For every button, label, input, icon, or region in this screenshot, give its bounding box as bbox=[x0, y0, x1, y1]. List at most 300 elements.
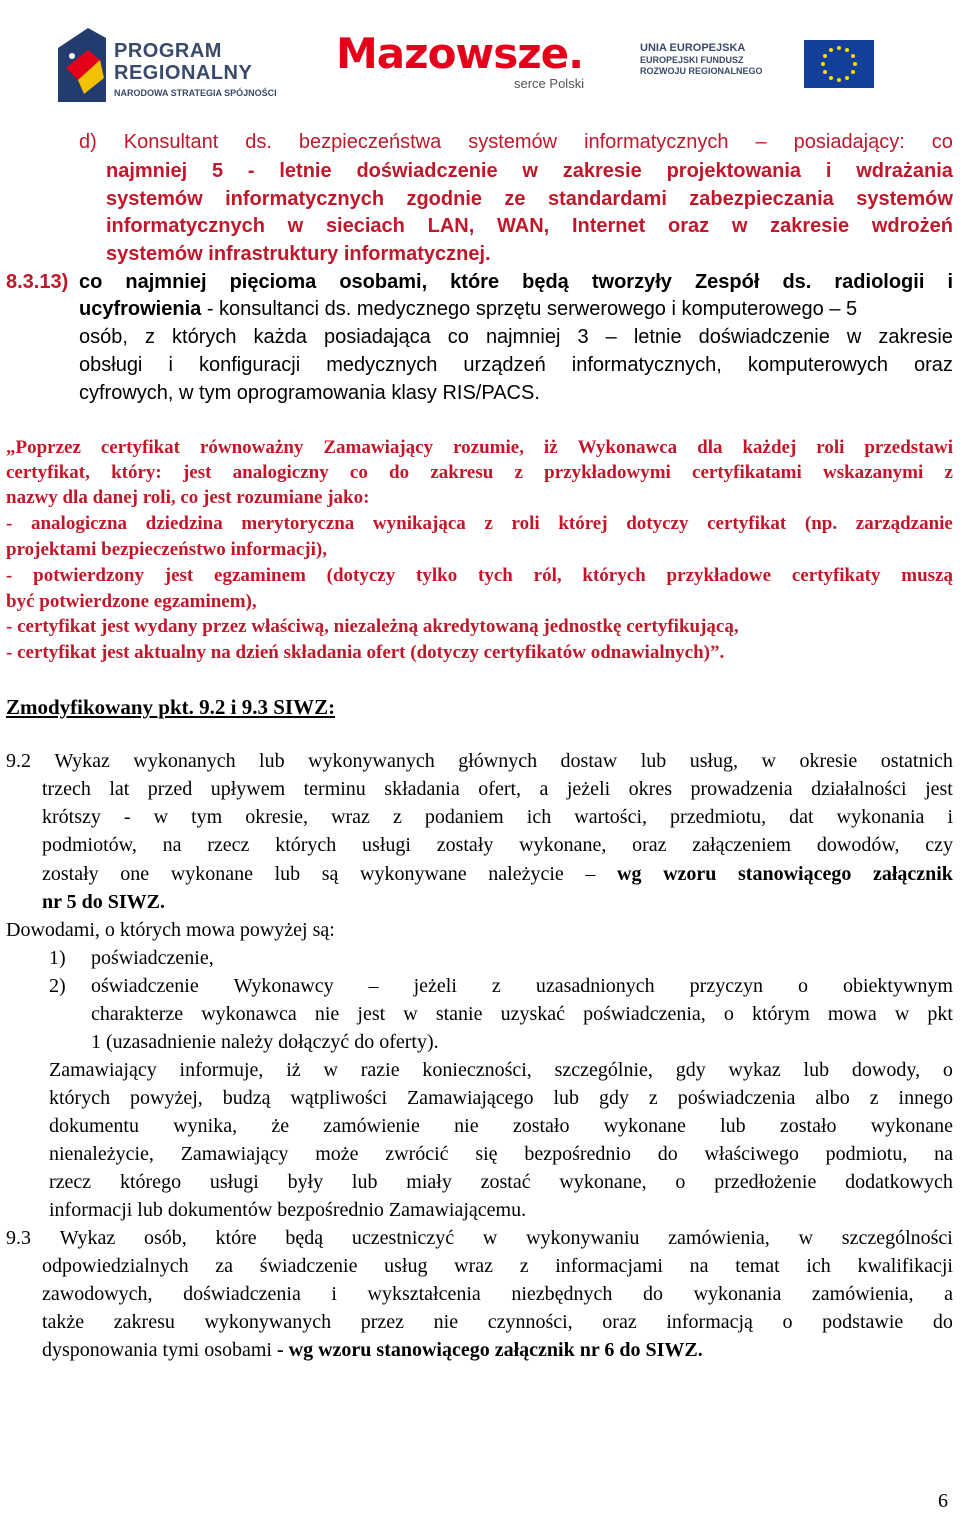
word: posiadająca bbox=[323, 326, 431, 348]
word: głównych bbox=[458, 750, 538, 772]
p92-line-6: nr 5 do SIWZ. bbox=[42, 891, 166, 913]
word: standardami bbox=[547, 188, 667, 210]
word: przedmiotu, bbox=[670, 806, 767, 828]
word: gdy bbox=[598, 1087, 629, 1109]
word: gdy bbox=[675, 1059, 706, 1081]
word: należycie bbox=[488, 863, 564, 885]
word: (dotyczy bbox=[326, 565, 396, 586]
word: innego bbox=[898, 1087, 953, 1109]
eu-line1: UNIA EUROPEJSKA bbox=[640, 42, 746, 54]
word: przykładowymi bbox=[544, 462, 671, 483]
word: na bbox=[934, 1143, 953, 1165]
word: certyfikat bbox=[100, 437, 180, 458]
word: informacją bbox=[666, 1311, 753, 1333]
word: nie bbox=[454, 1115, 479, 1137]
info-line-2 bbox=[49, 1084, 953, 1112]
word: albo bbox=[815, 1087, 850, 1109]
word: zakresu bbox=[113, 1311, 175, 1333]
word: - bbox=[6, 513, 13, 534]
list-item-2-line-1 bbox=[91, 972, 953, 1000]
word: zostały bbox=[42, 863, 99, 885]
word: tych bbox=[478, 565, 513, 586]
item-8-3-13-line-5: cyfrowych, w tym oprogramowania klasy RIS/PACS. bbox=[79, 382, 540, 404]
word: składania bbox=[384, 778, 460, 800]
word: dodatkowych bbox=[845, 1171, 953, 1193]
word: których bbox=[582, 565, 646, 586]
word: wdrożeń bbox=[871, 215, 953, 237]
word: - bbox=[123, 806, 131, 828]
word: wartości, bbox=[574, 806, 648, 828]
word: który: bbox=[111, 462, 162, 483]
konsultanci-text: - konsultanci ds. medycznego sprzętu serwerowego i komputerowego – 5 bbox=[201, 298, 858, 320]
p92-line-2 bbox=[42, 775, 953, 803]
word: że bbox=[271, 1115, 290, 1137]
word: i bbox=[168, 354, 173, 376]
word: w bbox=[846, 326, 862, 348]
word: wykonane, bbox=[519, 834, 607, 856]
item-8-3-13-line-2 bbox=[79, 295, 857, 323]
word: a bbox=[944, 1283, 953, 1305]
word: Konsultant bbox=[123, 131, 219, 153]
word: z bbox=[648, 1087, 658, 1109]
word: równoważny bbox=[199, 437, 304, 458]
word: budzą bbox=[222, 1087, 271, 1109]
list-number-2: 2) bbox=[49, 975, 66, 997]
word: do bbox=[932, 1311, 953, 1333]
word: oświadczenie bbox=[91, 975, 199, 997]
word: letnie bbox=[633, 326, 682, 348]
word: z bbox=[519, 1255, 529, 1277]
word: do bbox=[643, 1283, 663, 1305]
word: lub bbox=[720, 1115, 746, 1137]
word: w bbox=[731, 215, 748, 237]
p93-line-4 bbox=[42, 1308, 953, 1336]
word: ds. bbox=[782, 271, 812, 293]
p92-line-1 bbox=[6, 747, 953, 775]
word: iż bbox=[543, 437, 558, 458]
word: czy bbox=[925, 834, 953, 856]
word: Wykaz bbox=[54, 750, 110, 772]
list-number-1: 1) bbox=[49, 947, 66, 969]
word: mowa bbox=[827, 1003, 877, 1025]
word: o bbox=[942, 1059, 953, 1081]
mazowsze-logo bbox=[336, 30, 616, 100]
word: właściwego bbox=[704, 1143, 799, 1165]
word: Zamawiający bbox=[323, 437, 434, 458]
word: Wykaz bbox=[59, 1227, 116, 1249]
word: okresie, bbox=[245, 806, 309, 828]
word: iż bbox=[286, 1059, 301, 1081]
word: – bbox=[368, 975, 379, 997]
word: wzoru bbox=[663, 863, 717, 885]
word: oraz bbox=[668, 215, 710, 237]
word: są bbox=[321, 863, 339, 885]
item-8-3-13-line-3 bbox=[79, 323, 953, 351]
word: wg bbox=[617, 863, 642, 885]
word: będą bbox=[285, 1227, 324, 1249]
word: przedłożenie bbox=[714, 1171, 817, 1193]
word: - bbox=[6, 565, 13, 586]
item-number-8-3-13: 8.3.13) bbox=[6, 271, 69, 293]
word: certyfikat bbox=[707, 513, 787, 534]
info-line-4 bbox=[49, 1140, 953, 1168]
word: w bbox=[403, 1003, 418, 1025]
word: temat bbox=[735, 1255, 780, 1277]
section-d-line-3 bbox=[106, 185, 953, 213]
word: 5 bbox=[211, 160, 224, 182]
word: o bbox=[723, 1003, 734, 1025]
word: szczególności bbox=[841, 1227, 953, 1249]
word: działalności bbox=[811, 778, 907, 800]
word: z bbox=[484, 513, 493, 534]
word: osobami, bbox=[339, 271, 428, 293]
p93-line-1 bbox=[6, 1224, 953, 1252]
word: sieciach bbox=[325, 215, 405, 237]
word: zakresie bbox=[770, 215, 850, 237]
word: miały bbox=[406, 1171, 452, 1193]
word: potwierdzony bbox=[33, 565, 144, 586]
page-header bbox=[0, 0, 960, 110]
word: merytoryczna bbox=[241, 513, 355, 534]
mazowsze-tagline: serce Polski bbox=[514, 76, 585, 91]
word: podmiotów, bbox=[42, 834, 137, 856]
section-heading: Zmodyfikowany pkt. 9.2 i 9.3 SIWZ: bbox=[6, 695, 336, 719]
word: okresie bbox=[799, 750, 858, 772]
word: rzecz bbox=[207, 834, 250, 856]
word: podmiotu, bbox=[825, 1143, 908, 1165]
word: oraz bbox=[914, 354, 953, 376]
word: jest bbox=[182, 462, 212, 483]
word: szczególnie, bbox=[554, 1059, 653, 1081]
word: stanie bbox=[435, 1003, 483, 1025]
word: za bbox=[215, 1255, 234, 1277]
word: z bbox=[944, 462, 953, 483]
item-8-3-13-line-1 bbox=[79, 268, 953, 296]
word: informatycznych bbox=[106, 215, 265, 237]
section-d-line-2 bbox=[106, 157, 953, 185]
word: ostatnich bbox=[880, 750, 953, 772]
word: uzasadnionych bbox=[535, 975, 655, 997]
word: pięcioma bbox=[229, 271, 317, 293]
word: odpowiedzialnych bbox=[42, 1255, 189, 1277]
word: analogiczna bbox=[30, 513, 128, 534]
word: zamówienia, bbox=[668, 1227, 770, 1249]
word: muszą bbox=[901, 565, 953, 586]
word: które bbox=[215, 1227, 257, 1249]
word: lub bbox=[351, 1171, 378, 1193]
word: egzaminem bbox=[214, 565, 306, 586]
word: Zamawiający bbox=[180, 1143, 289, 1165]
program-regionalny-emblem-icon bbox=[58, 28, 106, 102]
word: lub bbox=[553, 1087, 580, 1109]
word: o bbox=[675, 1171, 686, 1193]
word: wykonanych bbox=[133, 750, 236, 772]
word: o bbox=[797, 975, 808, 997]
word: zamówienie bbox=[323, 1115, 420, 1137]
word: Zamawiający bbox=[49, 1059, 157, 1081]
word: także bbox=[42, 1311, 85, 1333]
page-number: 6 bbox=[938, 1490, 948, 1512]
word: wskazanymi bbox=[822, 462, 924, 483]
word: wraz bbox=[454, 1255, 494, 1277]
word: wątpliwości bbox=[290, 1087, 388, 1109]
word: obsługi bbox=[79, 354, 143, 376]
word: „Poprzez bbox=[6, 437, 81, 458]
evidence-intro: Dowodami, o których mowa powyżej są: bbox=[6, 919, 335, 941]
word: dziedzina bbox=[145, 513, 223, 534]
word: informatycznych, bbox=[571, 354, 722, 376]
word: których bbox=[172, 326, 237, 348]
word: nienależycie, bbox=[49, 1143, 154, 1165]
word: wykształcenia bbox=[367, 1283, 481, 1305]
word: w bbox=[761, 750, 776, 772]
word: 9.3 bbox=[6, 1227, 31, 1249]
word: w bbox=[153, 806, 169, 828]
word: wykonywanych bbox=[308, 750, 435, 772]
word: informatycznych bbox=[584, 131, 729, 153]
word: tym bbox=[191, 806, 223, 828]
word: którego bbox=[119, 1171, 182, 1193]
info-line-1 bbox=[49, 1056, 953, 1084]
word: oraz bbox=[602, 1311, 637, 1333]
word: najmniej bbox=[106, 160, 188, 182]
word: co bbox=[79, 271, 103, 293]
program-regionalny-text bbox=[114, 40, 277, 100]
word: zamówienia, bbox=[811, 1283, 914, 1305]
word: wykonywanych bbox=[204, 1311, 332, 1333]
word: dokumentu bbox=[49, 1115, 139, 1137]
word: każdej bbox=[742, 437, 797, 458]
word: kwalifikacji bbox=[857, 1255, 953, 1277]
word: medycznych bbox=[326, 354, 438, 376]
word: usługi bbox=[362, 834, 411, 856]
word: – bbox=[585, 863, 596, 885]
quote-line-5: projektami bezpieczeństwo informacji), bbox=[6, 539, 327, 560]
quote-line-1 bbox=[6, 434, 953, 462]
text-span: dysponowania tymi osobami bbox=[42, 1339, 272, 1361]
word: stanowiącego bbox=[738, 863, 852, 885]
word: pkt bbox=[927, 1003, 953, 1025]
word: co bbox=[931, 131, 953, 153]
word: lub bbox=[259, 750, 285, 772]
word: charakterze bbox=[91, 1003, 184, 1025]
word: poświadczenia bbox=[677, 1087, 796, 1109]
quote-line-7: być potwierdzone egzaminem), bbox=[6, 591, 257, 612]
p93-line-5 bbox=[42, 1336, 703, 1364]
word: powyżej, bbox=[130, 1087, 203, 1109]
word: zakresu bbox=[430, 462, 494, 483]
word: ich bbox=[806, 1255, 831, 1277]
p93-line-2 bbox=[42, 1252, 953, 1280]
word: wykonane, bbox=[559, 1171, 647, 1193]
section-d-line-5: systemów infrastruktury informatycznej. bbox=[106, 243, 491, 265]
item-8-3-13-line-4 bbox=[79, 351, 953, 379]
word: tylko bbox=[416, 565, 458, 586]
word: których bbox=[275, 834, 337, 856]
word: dat bbox=[789, 806, 814, 828]
word: razie bbox=[360, 1059, 400, 1081]
word: Wykonawcy bbox=[233, 975, 334, 997]
word: jest bbox=[925, 778, 953, 800]
word: które bbox=[450, 271, 500, 293]
word: wdrażania bbox=[856, 160, 953, 182]
word: przez bbox=[360, 1311, 405, 1333]
word: świadczenie bbox=[259, 1255, 358, 1277]
word: wykonane bbox=[603, 1115, 686, 1137]
word: nie bbox=[314, 1003, 340, 1025]
word: lat bbox=[109, 778, 130, 800]
word: – bbox=[755, 131, 767, 153]
word: wykonania bbox=[836, 806, 925, 828]
p92-line-3 bbox=[42, 803, 953, 831]
word: z bbox=[491, 975, 501, 997]
word: bezpieczeństwa bbox=[298, 131, 442, 153]
word: LAN, bbox=[427, 215, 475, 237]
word: i bbox=[825, 160, 832, 182]
word: wykonawca bbox=[201, 1003, 297, 1025]
word: uczestniczyć bbox=[351, 1227, 455, 1249]
word: prowadzenia bbox=[690, 778, 793, 800]
word: przedstawi bbox=[864, 437, 953, 458]
word: poświadczenia, bbox=[583, 1003, 706, 1025]
word: co bbox=[447, 326, 469, 348]
word: 3 bbox=[577, 326, 589, 348]
ucyfrowienia-text: ucyfrowienia bbox=[79, 298, 202, 320]
word: w bbox=[287, 215, 304, 237]
word: a bbox=[539, 778, 549, 800]
program-regionalny-logo bbox=[58, 20, 308, 110]
word: Wykonawca bbox=[577, 437, 678, 458]
word: dotyczy bbox=[626, 513, 689, 534]
word: doświadczenie bbox=[356, 160, 498, 182]
word: komputerowych bbox=[747, 354, 888, 376]
word: konfiguracji bbox=[198, 354, 301, 376]
word: dowodów, bbox=[816, 834, 900, 856]
bold-text-span: - wg wzoru stanowiącego załącznik nr 6 do SIWZ. bbox=[271, 1339, 703, 1361]
quote-line-8: - certyfikat jest wydany przez właściwą, niezależną akredytowaną jednostkę certyfikującą, bbox=[6, 616, 739, 637]
word: ról, bbox=[533, 565, 562, 586]
word: wykonywaniu bbox=[526, 1227, 640, 1249]
info-line-3 bbox=[49, 1112, 953, 1140]
word: usług bbox=[384, 1255, 428, 1277]
word: zostało bbox=[512, 1115, 570, 1137]
word: jeżeli bbox=[413, 975, 457, 997]
word: doświadczenie bbox=[698, 326, 830, 348]
list-item-2-line-3: 1 (uzasadnienie należy dołączyć do oferty). bbox=[91, 1031, 439, 1053]
word: może bbox=[315, 1143, 359, 1165]
word: zostać bbox=[480, 1171, 531, 1193]
word: zwrócić bbox=[385, 1143, 449, 1165]
p92-line-5 bbox=[42, 860, 953, 888]
word: niezbędnych bbox=[511, 1283, 613, 1305]
section-d-line-4 bbox=[106, 212, 953, 240]
word: zarządzanie bbox=[855, 513, 953, 534]
quote-line-3: nazwy dla danej roli, co jest rozumiane jako: bbox=[6, 487, 370, 508]
word: w bbox=[482, 1227, 498, 1249]
word: do bbox=[657, 1143, 678, 1165]
word: których bbox=[49, 1087, 111, 1109]
word: - bbox=[247, 160, 255, 182]
word: usług, bbox=[689, 750, 739, 772]
eu-line2: EUROPEJSKI FUNDUSZ bbox=[640, 55, 744, 65]
section-d-line-1 bbox=[79, 128, 953, 156]
word: co bbox=[349, 462, 368, 483]
word: podstawie bbox=[822, 1311, 904, 1333]
word: Zespół bbox=[694, 271, 760, 293]
quote-line-2 bbox=[6, 459, 953, 487]
word: dla bbox=[697, 437, 723, 458]
word: o bbox=[782, 1311, 793, 1333]
word: okres bbox=[628, 778, 672, 800]
word: usługi bbox=[209, 1171, 259, 1193]
word: projektowania bbox=[666, 160, 802, 182]
word: się bbox=[475, 1143, 498, 1165]
word: krótszy bbox=[42, 806, 101, 828]
word: analogiczny bbox=[232, 462, 329, 483]
word: informacjami bbox=[555, 1255, 663, 1277]
list-item-2-line-2 bbox=[91, 1000, 953, 1028]
word: w bbox=[323, 1059, 338, 1081]
word: osób, bbox=[79, 326, 128, 348]
word: roli bbox=[511, 513, 540, 534]
eu-text bbox=[640, 42, 763, 77]
word: wykaz bbox=[728, 1059, 781, 1081]
word: (np. bbox=[804, 513, 838, 534]
word: oraz bbox=[632, 834, 667, 856]
word: z bbox=[144, 326, 155, 348]
program-line: PROGRAM bbox=[114, 40, 222, 62]
word: każda bbox=[253, 326, 307, 348]
word: Zamawiającego bbox=[406, 1087, 534, 1109]
word: w bbox=[894, 1003, 910, 1025]
word: ofert, bbox=[478, 778, 522, 800]
word: terminu bbox=[303, 778, 366, 800]
word: i bbox=[947, 806, 953, 828]
eu-line3: ROZWOJU REGIONALNEGO bbox=[640, 66, 763, 76]
word: ds. bbox=[245, 131, 272, 153]
quote-line-4 bbox=[6, 510, 953, 538]
word: Internet bbox=[571, 215, 646, 237]
word: na bbox=[689, 1255, 709, 1277]
regionalny-line: REGIONALNY bbox=[114, 62, 253, 84]
word: zostały bbox=[436, 834, 494, 856]
word: 9.2 bbox=[6, 750, 31, 772]
word: obiektywnym bbox=[842, 975, 953, 997]
word: zakresie bbox=[562, 160, 642, 182]
list-item-1: poświadczenie, bbox=[91, 947, 214, 969]
word: certyfikaty bbox=[791, 565, 881, 586]
word: certyfikatami bbox=[692, 462, 802, 483]
word: wynika, bbox=[173, 1115, 238, 1137]
word: informatycznych bbox=[225, 188, 385, 210]
word: lub bbox=[640, 750, 667, 772]
word: bezpośrednio bbox=[524, 1143, 631, 1165]
word: najmniej bbox=[125, 271, 207, 293]
eu-logo bbox=[640, 40, 880, 100]
word: będą bbox=[522, 271, 569, 293]
word: przykładowe bbox=[666, 565, 772, 586]
word: zgodnie bbox=[406, 188, 483, 210]
word: którym bbox=[752, 1003, 810, 1025]
word: rozumie, bbox=[453, 437, 524, 458]
word: dowody, bbox=[851, 1059, 921, 1081]
word: wynikająca bbox=[372, 513, 466, 534]
word: z bbox=[514, 462, 523, 483]
word: przyczyn bbox=[689, 975, 763, 997]
word: osób, bbox=[143, 1227, 187, 1249]
word: najmniej bbox=[485, 326, 561, 348]
word: nie bbox=[433, 1311, 459, 1333]
